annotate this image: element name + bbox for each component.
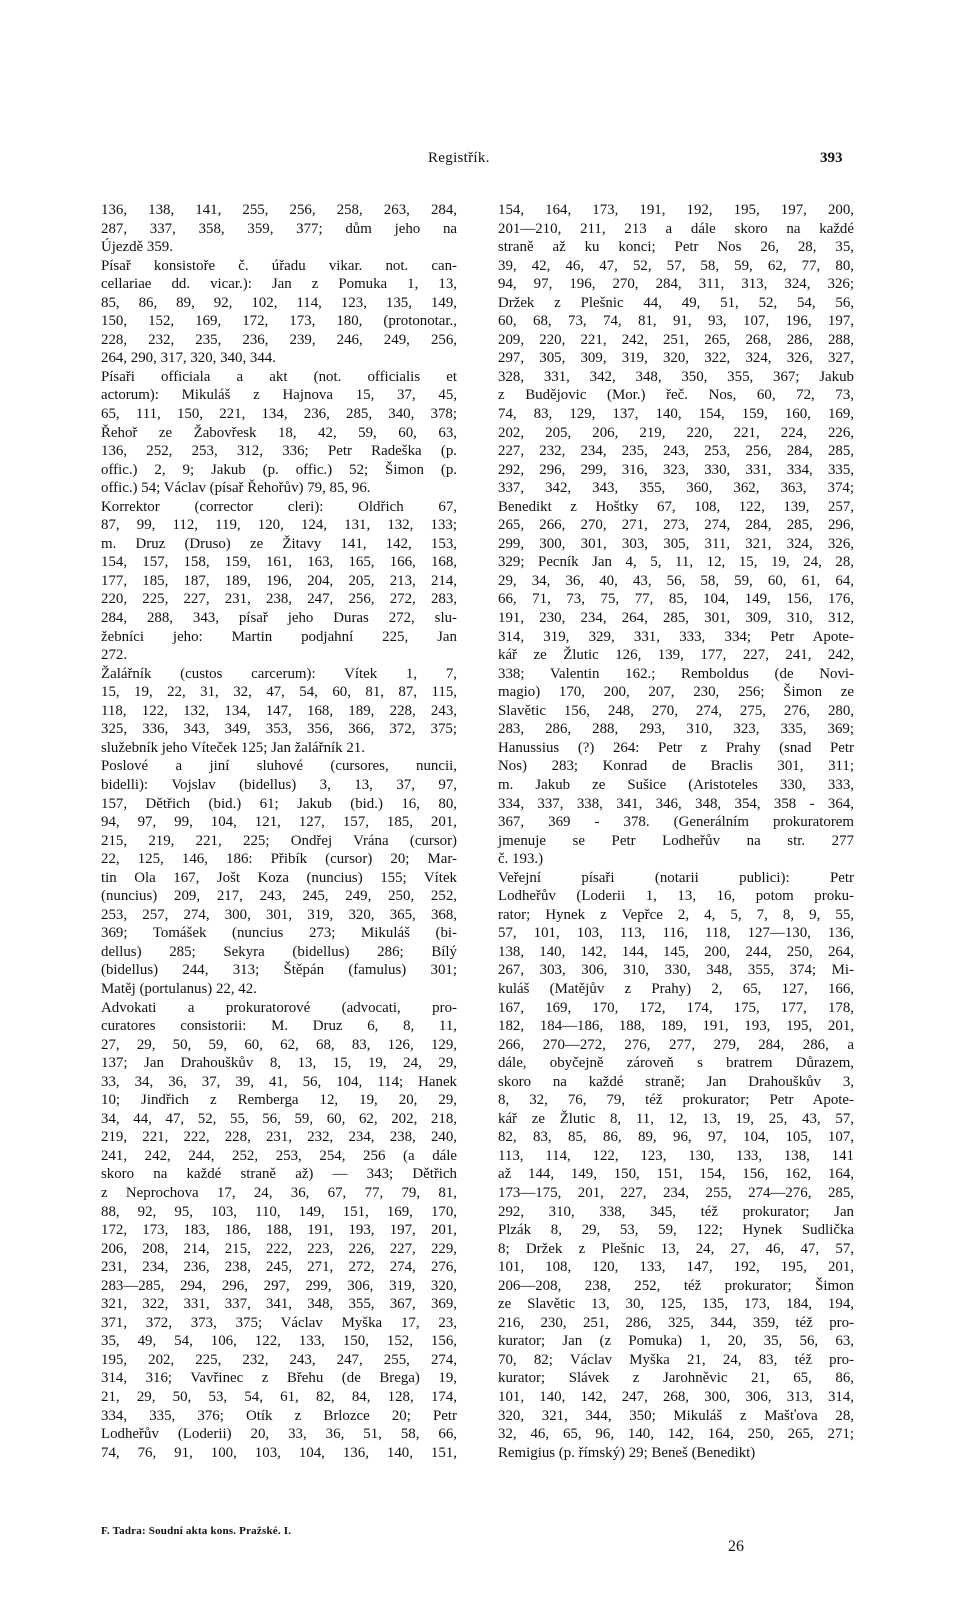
right-text-column bbox=[498, 201, 854, 1462]
text-line: Korrektor (corrector cleri): Oldřich 67, bbox=[101, 498, 457, 515]
text-line: 167, 169, 170, 172, 174, 175, 177, 178, bbox=[498, 999, 854, 1016]
text-line: 88, 92, 95, 103, 110, 149, 151, 169, 170, bbox=[101, 1203, 457, 1220]
text-line: 320, 321, 344, 350; Mikuláš z Mašťova 28, bbox=[498, 1407, 854, 1424]
text-line: dále, obyčejně zároveň s bratrem Důrazem, bbox=[498, 1055, 854, 1072]
text-line: 367, 369 - 378. (Generálním prokuratorem bbox=[498, 814, 854, 831]
text-line: (nuncius) 209, 217, 243, 245, 249, 250, 252, bbox=[101, 888, 457, 905]
text-line: z Neprochova 17, 24, 36, 67, 77, 79, 81, bbox=[101, 1184, 457, 1201]
text-line: 138, 140, 142, 144, 145, 200, 244, 250, 264, bbox=[498, 943, 854, 960]
text-line: cellariae dd. vicar.): Jan z Pomuka 1, 13, bbox=[101, 276, 457, 293]
text-line: kurator; Jan (z Pomuka) 1, 20, 35, 56, 63, bbox=[498, 1333, 854, 1350]
text-line: 231, 234, 236, 238, 245, 271, 272, 274, 276, bbox=[101, 1259, 457, 1276]
text-line: m. Druz (Druso) ze Žitavy 141, 142, 153, bbox=[101, 535, 457, 552]
text-line: 195, 202, 225, 232, 243, 247, 255, 274, bbox=[101, 1351, 457, 1368]
text-line: 338; Valentin 162.; Remboldus (de Novi- bbox=[498, 665, 854, 682]
text-line: Žalářník (custos carcerum): Vítek 1, 7, bbox=[101, 665, 457, 682]
text-line: 70, 82; Václav Myška 21, 24, 83, též pro- bbox=[498, 1351, 854, 1368]
text-line: Újezdě 359. bbox=[101, 239, 173, 256]
text-line: 266, 270—272, 276, 277, 279, 284, 286, a bbox=[498, 1036, 854, 1053]
text-line: 337, 342, 343, 355, 360, 362, 363, 374; bbox=[498, 480, 854, 497]
text-line: kář ze Žlutic 126, 139, 177, 227, 241, 242, bbox=[498, 647, 854, 664]
text-line: 325, 336, 343, 349, 353, 356, 366, 372, 375; bbox=[101, 721, 457, 738]
text-line: Plzák 8, 29, 53, 59, 122; Hynek Sudlička bbox=[498, 1222, 854, 1239]
text-line: bidelli): Vojslav (bidellus) 3, 13, 37, 97, bbox=[101, 776, 457, 793]
text-line: 94, 97, 196, 270, 284, 311, 313, 324, 326; bbox=[498, 276, 854, 293]
text-line: kurator; Slávek z Jarohněvic 21, 65, 86, bbox=[498, 1370, 854, 1387]
text-line: služebník jeho Víteček 125; Jan žalářník 21. bbox=[101, 739, 365, 756]
text-line: curatores consistorii: M. Druz 6, 8, 11, bbox=[101, 1018, 457, 1035]
text-line: Lodheřův (Loderii) 20, 33, 36, 51, 58, 66, bbox=[101, 1426, 457, 1443]
text-line: magio) 170, 200, 207, 230, 256; Šimon ze bbox=[498, 684, 854, 701]
text-line: 33, 34, 36, 37, 39, 41, 56, 104, 114; Hanek bbox=[101, 1073, 457, 1090]
text-line: 87, 99, 112, 119, 120, 124, 131, 132, 133; bbox=[101, 517, 457, 534]
text-line: až 144, 149, 150, 151, 154, 156, 162, 164, bbox=[498, 1166, 854, 1183]
running-header-title: Registřík. bbox=[428, 150, 490, 166]
text-line: 60, 68, 73, 74, 81, 91, 93, 107, 196, 197, bbox=[498, 313, 854, 330]
text-line: Nos) 283; Konrad de Braclis 301, 311; bbox=[498, 758, 854, 775]
text-line: Matěj (portulanus) 22, 42. bbox=[101, 980, 257, 997]
text-line: 65, 111, 150, 221, 134, 236, 285, 340, 378; bbox=[101, 406, 457, 423]
text-line: offic.) 2, 9; Jakub (p. offic.) 52; Šimon (p. bbox=[101, 461, 457, 478]
text-line: 94, 97, 99, 104, 121, 127, 157, 185, 201, bbox=[101, 814, 457, 831]
text-line: 39, 42, 46, 47, 52, 57, 58, 59, 62, 77, 80, bbox=[498, 257, 854, 274]
text-line: 209, 220, 221, 242, 251, 265, 268, 286, 288, bbox=[498, 331, 854, 348]
text-line: 369; Tomášek (nuncius 273; Mikuláš (bi- bbox=[101, 925, 457, 942]
text-line: Řehoř ze Žabovřesk 18, 42, 59, 60, 63, bbox=[101, 424, 457, 441]
text-line: Písaři officiala a akt (not. officialis et bbox=[101, 368, 457, 385]
page-number: 393 bbox=[820, 150, 843, 166]
text-line: 22, 125, 146, 186: Přibík (cursor) 20; Mar- bbox=[101, 851, 457, 868]
text-line: 85, 86, 89, 92, 102, 114, 123, 135, 149, bbox=[101, 294, 457, 311]
text-line: 154, 164, 173, 191, 192, 195, 197, 200, bbox=[498, 202, 854, 218]
text-line: skoro na každé straně až) — 343; Dětřich bbox=[101, 1166, 457, 1183]
text-line: Držek z Plešnic 44, 49, 51, 52, 54, 56, bbox=[498, 294, 854, 311]
text-line: 118, 122, 132, 134, 147, 168, 189, 228, 243, bbox=[101, 702, 457, 719]
text-line: 299, 300, 301, 303, 305, 311, 321, 324, 326, bbox=[498, 535, 854, 552]
text-line: Poslové a jiní sluhové (cursores, nuncii, bbox=[101, 758, 457, 775]
text-line: 27, 29, 50, 59, 60, 62, 68, 83, 126, 129, bbox=[101, 1036, 457, 1053]
text-line: 137; Jan Drahouškův 8, 13, 15, 19, 24, 29, bbox=[101, 1055, 457, 1072]
text-line: 371, 372, 373, 375; Václav Myška 17, 23, bbox=[101, 1314, 457, 1331]
text-line: 292, 296, 299, 316, 323, 330, 331, 334, 335, bbox=[498, 461, 854, 478]
text-line: 253, 257, 274, 300, 301, 319, 320, 365, 368, bbox=[101, 906, 457, 923]
text-line: tin Ola 167, Jošt Koza (nuncius) 155; Vítek bbox=[101, 869, 457, 886]
text-line: 57, 101, 103, 113, 116, 118, 127—130, 136, bbox=[498, 925, 854, 942]
text-line: z Budějovic (Mor.) řeč. Nos, 60, 72, 73, bbox=[498, 387, 854, 404]
text-line: 219, 221, 222, 228, 231, 232, 234, 238, 240, bbox=[101, 1129, 457, 1146]
text-line: (bidellus) 244, 313; Štěpán (famulus) 301; bbox=[101, 962, 457, 979]
text-line: 35, 49, 54, 106, 122, 133, 150, 152, 156, bbox=[101, 1333, 457, 1350]
text-line: 334, 335, 376; Otík z Brlozce 20; Petr bbox=[101, 1407, 457, 1424]
text-line: 272. bbox=[101, 647, 128, 664]
text-line: 154, 157, 158, 159, 161, 163, 165, 166, 168, bbox=[101, 554, 457, 571]
footer-source-note: F. Tadra: Soudní akta kons. Pražské. I. bbox=[101, 1525, 292, 1537]
text-line: 227, 232, 234, 235, 243, 253, 256, 284, 285, bbox=[498, 443, 854, 460]
text-line: 297, 305, 309, 319, 320, 322, 324, 326, 327, bbox=[498, 350, 854, 367]
text-line: 32, 46, 65, 96, 140, 142, 164, 250, 265, 271; bbox=[498, 1426, 854, 1443]
text-line: 283—285, 294, 296, 297, 299, 306, 319, 320, bbox=[101, 1277, 457, 1294]
text-line: 264, 290, 317, 320, 340, 344. bbox=[101, 350, 276, 367]
text-line: 328, 331, 342, 348, 350, 355, 367; Jakub bbox=[498, 368, 854, 385]
text-line: 292, 310, 338, 345, též prokurator; Jan bbox=[498, 1203, 854, 1220]
text-line: Remigius (p. římský) 29; Beneš (Benedikt) bbox=[498, 1444, 756, 1461]
text-line: dellus) 285; Sekyra (bidellus) 286; Bílý bbox=[101, 943, 457, 960]
text-line: 74, 76, 91, 100, 103, 104, 136, 140, 151, bbox=[101, 1444, 457, 1461]
text-line: 113, 114, 122, 123, 130, 133, 138, 141 bbox=[498, 1147, 854, 1164]
text-line: 283, 286, 288, 293, 310, 323, 335, 369; bbox=[498, 721, 854, 738]
text-line: 8; Držek z Plešnic 13, 24, 27, 46, 47, 57, bbox=[498, 1240, 854, 1257]
text-line: 136, 252, 253, 312, 336; Petr Radeška (p. bbox=[101, 443, 457, 460]
text-line: 314, 316; Vavřinec z Břehu (de Brega) 19, bbox=[101, 1370, 457, 1387]
text-line: 241, 242, 244, 252, 253, 254, 256 (a dále bbox=[101, 1147, 457, 1164]
text-line: 220, 225, 227, 231, 238, 247, 256, 272, 283, bbox=[101, 591, 457, 608]
text-line: 34, 44, 47, 52, 55, 56, 59, 60, 62, 202, 218, bbox=[101, 1110, 457, 1127]
text-line: Písař konsistoře č. úřadu vikar. not. can- bbox=[101, 257, 457, 274]
text-line: 202, 205, 206, 219, 220, 221, 224, 226, bbox=[498, 424, 854, 441]
text-line: ze Slavětic 13, 30, 125, 135, 173, 184, 194, bbox=[498, 1296, 854, 1313]
text-line: m. Jakub ze Sušice (Aristoteles 330, 333, bbox=[498, 776, 854, 793]
text-line: 215, 219, 221, 225; Ondřej Vrána (cursor) bbox=[101, 832, 457, 849]
text-line: 206, 208, 214, 215, 222, 223, 226, 227, 229, bbox=[101, 1240, 457, 1257]
text-line: 177, 185, 187, 189, 196, 204, 205, 213, 214, bbox=[101, 572, 457, 589]
text-line: 172, 173, 183, 186, 188, 191, 193, 197, 201, bbox=[101, 1222, 457, 1239]
text-line: 21, 29, 50, 53, 54, 61, 82, 84, 128, 174, bbox=[101, 1389, 457, 1405]
text-line: Veřejní písaři (notarii publici): Petr bbox=[498, 869, 854, 886]
text-line: 136, 138, 141, 255, 256, 258, 263, 284, bbox=[101, 202, 457, 218]
text-line: straně až ku konci; Petr Nos 26, 28, 35, bbox=[498, 239, 854, 256]
text-line: 201—210, 211, 213 a dále skoro na každé bbox=[498, 220, 854, 237]
text-line: 157, Dětřich (bid.) 61; Jakub (bid.) 16, 80, bbox=[101, 795, 457, 812]
text-line: 29, 34, 36, 40, 43, 56, 58, 59, 60, 61, 64, bbox=[498, 572, 854, 589]
text-line: 150, 152, 169, 172, 173, 180, (protonotar., bbox=[101, 313, 457, 330]
text-line: Benedikt z Hoštky 67, 108, 122, 139, 257, bbox=[498, 498, 854, 515]
left-text-column bbox=[101, 201, 457, 1462]
text-line: rator; Hynek z Vepřce 2, 4, 5, 7, 8, 9, 55, bbox=[498, 906, 854, 923]
text-line: 101, 108, 120, 133, 147, 192, 195, 201, bbox=[498, 1259, 854, 1276]
text-line: 101, 140, 142, 247, 268, 300, 306, 313, 314, bbox=[498, 1389, 854, 1405]
text-line: kuláš (Matějův z Prahy) 2, 65, 127, 166, bbox=[498, 980, 854, 997]
text-line: actorum): Mikuláš z Hajnova 15, 37, 45, bbox=[101, 387, 457, 404]
text-line: 267, 303, 306, 310, 330, 348, 355, 374; Mi- bbox=[498, 962, 854, 979]
text-line: jmenuje se Petr Lodheřův na str. 277 bbox=[498, 832, 854, 849]
text-line: kář ze Žlutic 8, 11, 12, 13, 19, 25, 43, 57, bbox=[498, 1110, 854, 1127]
text-line: 284, 288, 343, písař jeho Duras 272, slu- bbox=[101, 610, 457, 627]
text-line: 8, 32, 76, 79, též prokurator; Petr Apote- bbox=[498, 1092, 854, 1109]
text-line: 74, 83, 129, 137, 140, 154, 159, 160, 169, bbox=[498, 406, 854, 423]
text-line: Hanussius (?) 264: Petr z Prahy (snad Petr bbox=[498, 739, 854, 756]
text-line: Advokati a prokuratorové (advocati, pro- bbox=[101, 999, 457, 1016]
text-line: 321, 322, 331, 337, 341, 348, 355, 367, 369, bbox=[101, 1296, 457, 1313]
text-line: žebníci jeho: Martin podjahní 225, Jan bbox=[101, 628, 457, 645]
text-line: Lodheřův (Loderii 1, 13, 16, potom proku- bbox=[498, 888, 854, 905]
text-line: 191, 230, 234, 264, 285, 301, 309, 310, 312, bbox=[498, 610, 854, 627]
text-line: 15, 19, 22, 31, 32, 47, 54, 60, 81, 87, 115, bbox=[101, 684, 457, 701]
text-line: č. 193.) bbox=[498, 851, 544, 868]
text-line: 82, 83, 85, 86, 89, 96, 97, 104, 105, 107, bbox=[498, 1129, 854, 1146]
text-line: offic.) 54; Václav (písař Řehořův) 79, 85, 96. bbox=[101, 480, 371, 497]
text-line: 66, 71, 73, 75, 77, 85, 104, 149, 156, 176, bbox=[498, 591, 854, 608]
text-line: 287, 337, 358, 359, 377; dům jeho na bbox=[101, 220, 457, 237]
text-line: 206—208, 238, 252, též prokurator; Šimon bbox=[498, 1277, 854, 1294]
text-line: 334, 337, 338, 341, 346, 348, 354, 358 - 364, bbox=[498, 795, 854, 812]
text-line: skoro na každé straně; Jan Drahouškův 3, bbox=[498, 1073, 854, 1090]
text-line: 10; Jindřich z Remberga 12, 19, 20, 29, bbox=[101, 1092, 457, 1109]
text-line: 314, 319, 329, 331, 333, 334; Petr Apote- bbox=[498, 628, 854, 645]
text-line: 329; Pecník Jan 4, 5, 11, 12, 15, 19, 24, 28, bbox=[498, 554, 854, 571]
text-line: 173—175, 201, 227, 234, 255, 274—276, 285, bbox=[498, 1184, 854, 1201]
text-line: Slavětic 156, 248, 270, 274, 275, 276, 280, bbox=[498, 702, 854, 719]
text-line: 216, 230, 251, 286, 325, 344, 359, též pro- bbox=[498, 1314, 854, 1331]
text-line: 265, 266, 270, 271, 273, 274, 284, 285, 296, bbox=[498, 517, 854, 534]
text-line: 228, 232, 235, 236, 239, 246, 249, 256, bbox=[101, 331, 457, 348]
text-line: 182, 184—186, 188, 189, 191, 193, 195, 201, bbox=[498, 1018, 854, 1035]
footer-signature-mark: 26 bbox=[728, 1538, 744, 1555]
